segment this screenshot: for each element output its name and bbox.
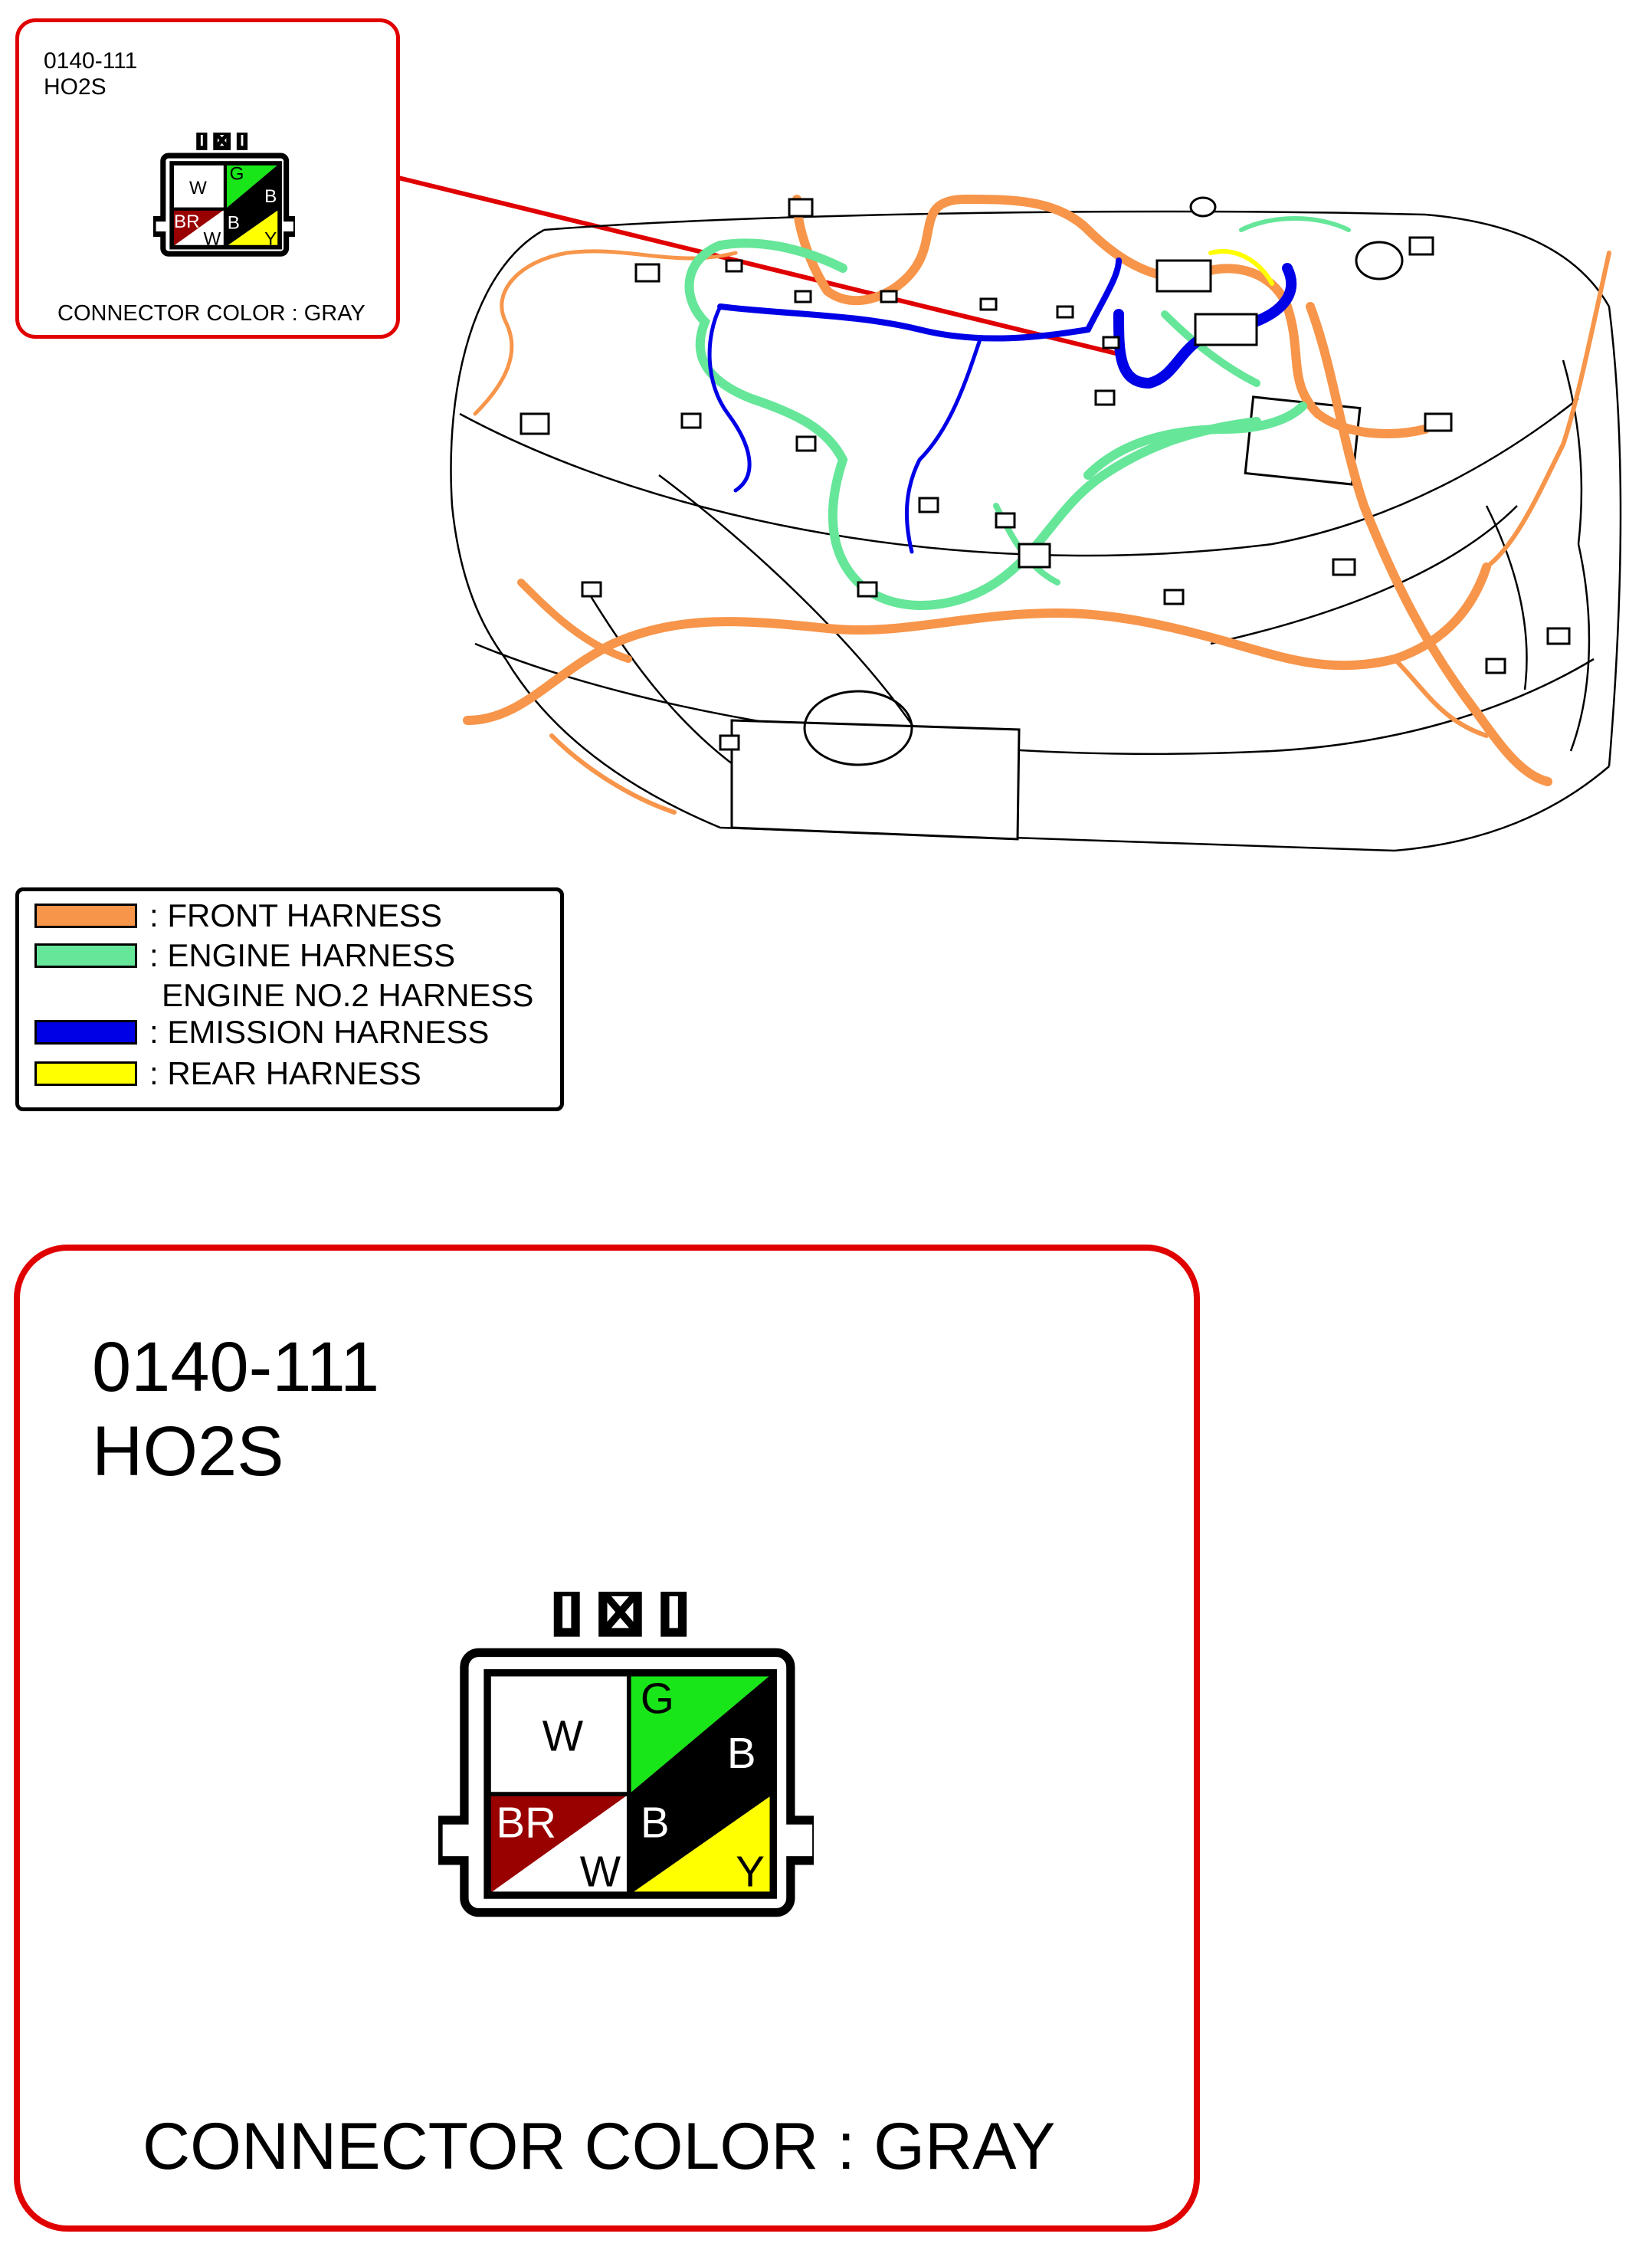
legend-swatch-front [34, 904, 137, 928]
legend-row-rear-harness [34, 1057, 421, 1091]
pin-label-w-large: W [542, 1711, 584, 1760]
pin-label-g: G [229, 163, 244, 185]
pin-label-y-large: Y [736, 1847, 765, 1896]
legend-row-front-harness [34, 899, 442, 933]
pin-label-b: B [264, 186, 277, 208]
legend-row-engine-harness [34, 939, 455, 972]
legend-label-rear: : REAR HARNESS [149, 1055, 421, 1091]
pin-label-w: W [188, 177, 207, 198]
connector-face-large [438, 1592, 814, 1924]
harness-color-legend [15, 887, 564, 1111]
legend-label-emission: : EMISSION HARNESS [149, 1014, 490, 1050]
pin-label-b-lower: B [227, 212, 240, 234]
legend-swatch-emission [34, 1020, 137, 1045]
pin-label-w-lower: W [203, 228, 221, 250]
connector-name-label: HO2S [44, 74, 107, 100]
connector-id-title: 0140-111 [92, 1328, 380, 1406]
legend-label-engine-no2: ENGINE NO.2 HARNESS [162, 977, 534, 1013]
connector-name-title: HO2S [92, 1412, 284, 1491]
pin-label-br: BR [174, 211, 200, 232]
legend-label-engine: : ENGINE HARNESS [149, 937, 456, 973]
license-plate [732, 720, 1019, 839]
pin-label-g-large: G [640, 1674, 674, 1723]
pin-label-b-large: B [726, 1729, 756, 1778]
pin-label-y: Y [264, 228, 277, 250]
connector-callout-small [15, 18, 400, 339]
connector-id-label: 0140-111 [44, 48, 138, 74]
engine-bay-harness-diagram [429, 184, 1624, 874]
connector-color-title: CONNECTOR COLOR : GRAY [143, 2110, 1056, 2183]
front-harness-wires [467, 199, 1609, 812]
connector-color-label: CONNECTOR COLOR : GRAY [57, 301, 365, 326]
connector-face-small [153, 133, 295, 258]
legend-swatch-engine [34, 943, 137, 968]
legend-row-emission-harness [34, 1015, 489, 1049]
harness-connectors [521, 198, 1569, 749]
legend-label-front: : FRONT HARNESS [149, 897, 442, 933]
pin-label-b-lower-large: B [640, 1798, 670, 1847]
vehicle-body-outline [451, 212, 1621, 851]
legend-swatch-rear [34, 1061, 137, 1086]
pin-label-br-large: BR [496, 1798, 556, 1847]
pin-label-w-lower-large: W [579, 1847, 621, 1896]
connector-callout-large [14, 1245, 1200, 2232]
